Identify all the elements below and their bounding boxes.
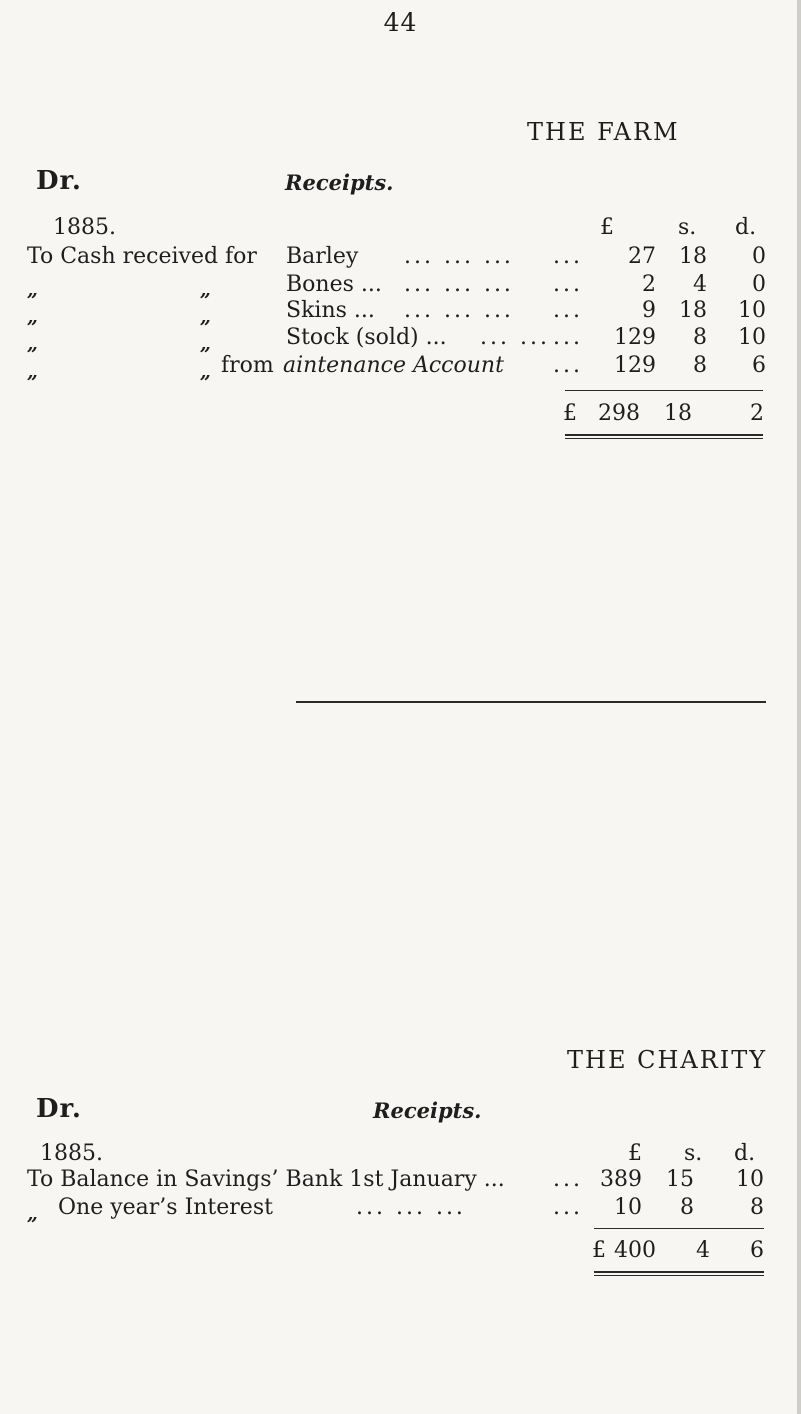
charity-pence-header: d. [734, 1141, 756, 1166]
charity-dr-label: Dr. [36, 1094, 82, 1124]
charity-total-pence: 6 [750, 1238, 764, 1263]
farm-row-item-prefix: from [221, 353, 274, 378]
charity-sum-rule [594, 1228, 764, 1229]
farm-row-item: aintenance Account [283, 353, 504, 378]
charity-row-text: One year’s Interest [58, 1195, 273, 1220]
farm-row-dots: ... [553, 353, 583, 378]
farm-row-ditto: „ [27, 306, 38, 328]
farm-total-pounds: 298 [598, 401, 640, 426]
farm-row-ditto: „ [200, 333, 211, 355]
farm-row-shillings: 18 [679, 298, 707, 323]
charity-row-ditto: „ [27, 1203, 38, 1225]
farm-total-double-rule [565, 438, 763, 439]
farm-section-end-rule [296, 701, 766, 703]
farm-dr-label: Dr. [36, 166, 82, 196]
farm-row-item: Bones ... [286, 272, 382, 297]
charity-total-pounds: 400 [614, 1238, 656, 1263]
farm-row-lead-dots: ... [553, 298, 583, 323]
charity-row-dots: ... [553, 1195, 583, 1220]
charity-receipts-heading: Receipts. [373, 1098, 482, 1123]
farm-title: THE FARM [527, 118, 680, 146]
farm-sum-rule [565, 390, 763, 391]
page-number: 44 [383, 8, 418, 37]
charity-pounds-header: £ [628, 1141, 642, 1166]
farm-row-dots: ... ... ... [404, 298, 514, 323]
farm-row-pounds: 129 [614, 353, 656, 378]
farm-row-pounds: 2 [642, 272, 656, 297]
farm-row-ditto: „ [27, 279, 38, 301]
farm-row-pence: 0 [752, 272, 766, 297]
charity-row-pounds: 10 [614, 1195, 642, 1220]
farm-row-dots: ... ... ... [404, 272, 514, 297]
charity-total-shillings: 4 [696, 1238, 710, 1263]
farm-row-pounds: 27 [628, 244, 656, 269]
farm-row-pence: 10 [738, 325, 766, 350]
farm-pounds-header: £ [600, 215, 614, 240]
farm-row-lead: To Cash received for [27, 244, 257, 269]
farm-row-pence: 0 [752, 244, 766, 269]
charity-year: 1885. [40, 1141, 103, 1166]
farm-row-ditto: „ [200, 279, 211, 301]
farm-total-symbol: £ [563, 401, 577, 426]
charity-total-double-rule [594, 1275, 764, 1276]
charity-row-dots: ... [553, 1167, 583, 1192]
farm-row-pounds: 129 [614, 325, 656, 350]
farm-row-lead-dots: ... [553, 244, 583, 269]
farm-total-double-rule [565, 434, 763, 436]
farm-row-pence: 10 [738, 298, 766, 323]
farm-row-item: Skins ... [286, 298, 375, 323]
farm-row-ditto: „ [27, 333, 38, 355]
farm-row-dots: ... ... [480, 325, 550, 350]
page-edge-shadow [797, 0, 801, 1414]
farm-row-pounds: 9 [642, 298, 656, 323]
farm-row-shillings: 8 [693, 325, 707, 350]
charity-row-inner-dots: ... ... ... [356, 1195, 466, 1220]
farm-row-ditto: „ [27, 361, 38, 383]
farm-row-item: Barley [286, 244, 359, 269]
charity-total-double-rule [594, 1271, 764, 1273]
charity-title: THE CHARITY [567, 1046, 768, 1074]
charity-row-pounds: 389 [600, 1167, 642, 1192]
farm-row-lead-dots: ... [553, 325, 583, 350]
farm-row-item: Stock (sold) ... [286, 325, 447, 350]
farm-total-shillings: 18 [664, 401, 692, 426]
farm-row-ditto: „ [200, 306, 211, 328]
farm-row-shillings: 8 [693, 353, 707, 378]
farm-pence-header: d. [735, 215, 757, 240]
farm-row-shillings: 4 [693, 272, 707, 297]
farm-row-lead-dots: ... [553, 272, 583, 297]
farm-row-dots: ... ... ... [404, 244, 514, 269]
farm-row-ditto: „ [200, 361, 211, 383]
charity-shillings-header: s. [684, 1141, 703, 1166]
farm-row-shillings: 18 [679, 244, 707, 269]
farm-row-pence: 6 [752, 353, 766, 378]
farm-shillings-header: s. [678, 215, 697, 240]
charity-row-pence: 10 [736, 1167, 764, 1192]
charity-total-symbol: £ [592, 1238, 606, 1263]
charity-row-pence: 8 [750, 1195, 764, 1220]
charity-row-shillings: 8 [680, 1195, 694, 1220]
charity-row-shillings: 15 [666, 1167, 694, 1192]
farm-year: 1885. [53, 215, 116, 240]
charity-row-text: To Balance in Savings’ Bank 1st January ... [27, 1167, 505, 1192]
farm-total-pence: 2 [750, 401, 764, 426]
farm-receipts-heading: Receipts. [285, 170, 394, 195]
